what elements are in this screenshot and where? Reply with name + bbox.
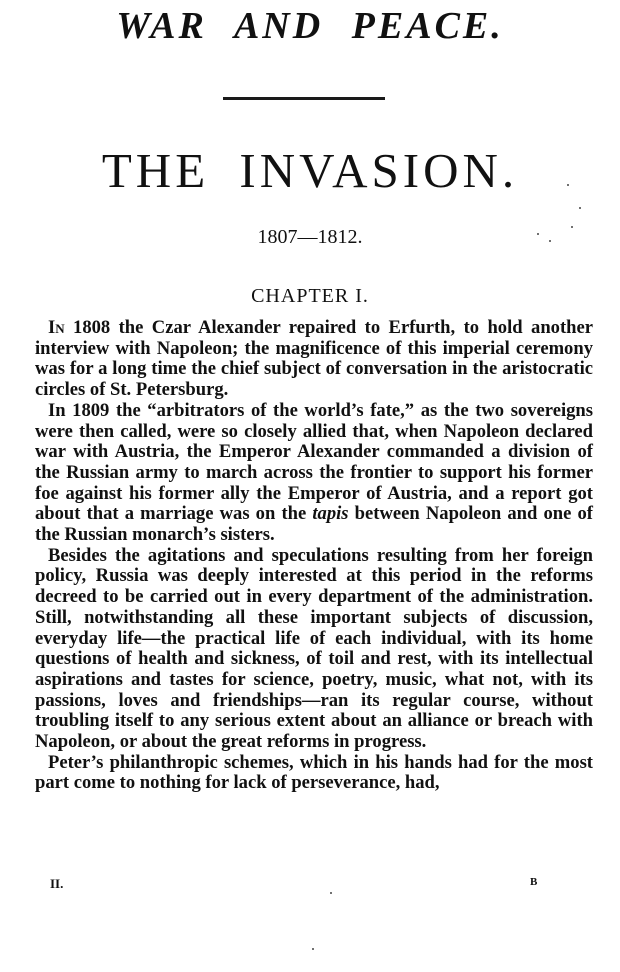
paragraph-2 [35, 401, 593, 546]
years-subtitle: 1807—1812. [257, 226, 363, 248]
scan-speck [567, 184, 569, 186]
scan-speck [537, 233, 539, 235]
scan-speck [579, 207, 581, 209]
paragraph-2-text-a: In 1809 the “arbitrators of the world’s fate,” as the two sovereigns were then called, were so closely allied that, when Napoleon declared war with Austria, the Emperor Alexander commanded a division of the Russian army to march across the frontier to support his former foe against his former ally the Emperor of Austria, and a report got about that a marriage was on the [35, 399, 593, 525]
paragraph-1-lead: In [48, 317, 65, 338]
chapter-heading: CHAPTER I. [251, 285, 369, 307]
signature-mark-right: B [530, 876, 538, 888]
paragraph-4: Peter’s philanthropic schemes, which in his hands had for the most part come to nothing for lack of perseverance, had, [35, 751, 593, 794]
scan-speck [571, 226, 573, 228]
title-rule [223, 97, 385, 100]
paragraph-1-text: 1808 the Czar Alexander repaired to Erfurth, to hold another interview with Napoleon; the magnificence of this imperial ceremony was for a long time the chief subject of conversation in the aristocratic circles of St. Petersburg. [35, 317, 593, 401]
paragraph-3: Besides the agitations and speculations resulting from her foreign policy, Russia was deeply interested at this period in the reforms decreed to be carried out in every department of the administration. Still, notwithstanding all these important subjects of discussion, everyday life—the practical life of each individual, with its home questions of health and sickness, of toil and rest, with its intellectual aspirations and tastes for science, poetry, music, what not, with its passions, loves and friendships—ran its regular course, without troubling itself to any serious extent about an alliance or breach with Napoleon, or about the great reforms in progress. [35, 544, 593, 753]
body-text [35, 318, 593, 794]
running-title: WAR AND PEACE. [116, 5, 504, 47]
signature-mark-left: II. [50, 876, 64, 891]
scan-speck [330, 892, 332, 894]
paragraph-2-text-b: between Napoleon and one of the Russian monarch’s sisters. [35, 503, 593, 546]
paragraph-2-italic-word: tapis [312, 503, 349, 525]
part-title: THE INVASION. [101, 143, 519, 198]
paragraph-1 [35, 318, 593, 401]
scan-speck [312, 948, 314, 950]
scan-speck [549, 240, 551, 242]
